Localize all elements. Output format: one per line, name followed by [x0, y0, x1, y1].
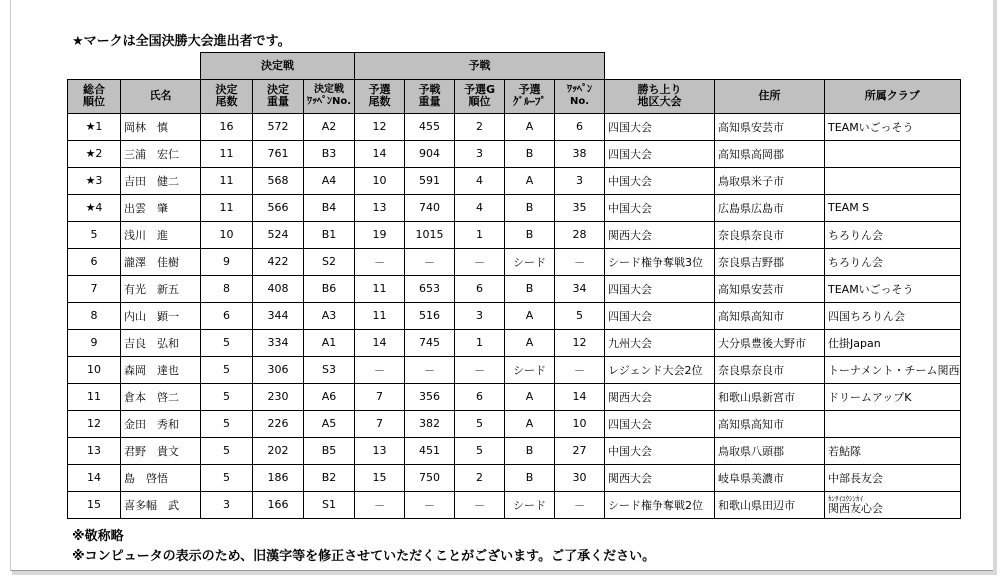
prelim-patch-cell: －: [555, 356, 605, 383]
prelim-group-rank-cell: －: [455, 248, 505, 275]
final-count-cell: 8: [201, 275, 253, 302]
region-cell: 四国大会: [605, 140, 715, 167]
table-row: [68, 464, 961, 491]
header-spacer: [68, 53, 201, 80]
final-count-cell: 16: [201, 113, 253, 140]
table-row: [68, 140, 961, 167]
prelim-group-rank-cell: －: [455, 491, 505, 518]
address-cell: 和歌山県新宮市: [715, 383, 825, 410]
prelim-weight-cell: 591: [405, 167, 455, 194]
prelim-count-cell: 7: [355, 383, 405, 410]
name-cell: 出雲 肇: [121, 194, 201, 221]
rank-cell: ★1: [68, 113, 121, 140]
prelim-group-rank-cell: －: [455, 356, 505, 383]
region-cell: シード権争奪戦2位: [605, 491, 715, 518]
prelim-group-cell: B: [505, 437, 555, 464]
prelim-patch-cell: 34: [555, 275, 605, 302]
address-cell: 高知県高知市: [715, 410, 825, 437]
table-row: [68, 383, 961, 410]
final-patch-cell: S1: [304, 491, 355, 518]
final-weight-cell: 566: [253, 194, 304, 221]
col-final-weight: 決定 重量: [253, 79, 304, 113]
prelim-count-cell: －: [355, 356, 405, 383]
region-cell: 四国大会: [605, 410, 715, 437]
club-cell: ドリームアップK: [825, 383, 961, 410]
table-row: [68, 356, 961, 383]
final-count-cell: 3: [201, 491, 253, 518]
final-patch-cell: A2: [304, 113, 355, 140]
final-count-cell: 9: [201, 248, 253, 275]
final-count-cell: 11: [201, 140, 253, 167]
address-cell: 高知県高岡郡: [715, 140, 825, 167]
col-prelim-group-rank: 予選G 順位: [455, 79, 505, 113]
prelim-patch-cell: 6: [555, 113, 605, 140]
prelim-group-rank-cell: 4: [455, 167, 505, 194]
name-cell: 三浦 宏仁: [121, 140, 201, 167]
final-count-cell: 11: [201, 167, 253, 194]
prelim-group-cell: A: [505, 383, 555, 410]
region-cell: 四国大会: [605, 302, 715, 329]
col-final-count: 決定 尾数: [201, 79, 253, 113]
club-cell: 仕掛Japan: [825, 329, 961, 356]
final-weight-cell: 166: [253, 491, 304, 518]
col-region: 勝ち上り 地区大会: [605, 79, 715, 113]
prelim-patch-cell: 38: [555, 140, 605, 167]
prelim-group-rank-cell: 2: [455, 113, 505, 140]
table-row: [68, 410, 961, 437]
prelim-group-rank-cell: 3: [455, 302, 505, 329]
club-cell: トーナメント・チーム関西: [825, 356, 961, 383]
rank-cell: 13: [68, 437, 121, 464]
final-count-cell: 5: [201, 329, 253, 356]
prelim-patch-cell: 3: [555, 167, 605, 194]
prelim-patch-cell: －: [555, 491, 605, 518]
final-weight-cell: 226: [253, 410, 304, 437]
final-weight-cell: 761: [253, 140, 304, 167]
prelim-weight-cell: －: [405, 491, 455, 518]
region-cell: 中国大会: [605, 437, 715, 464]
final-patch-cell: A4: [304, 167, 355, 194]
final-weight-cell: 422: [253, 248, 304, 275]
prelim-group-cell: B: [505, 464, 555, 491]
prelim-group-cell: B: [505, 194, 555, 221]
prelim-count-cell: 11: [355, 302, 405, 329]
final-patch-cell: A5: [304, 410, 355, 437]
prelim-count-cell: 13: [355, 437, 405, 464]
table-row: [68, 221, 961, 248]
col-club: 所属クラブ: [825, 79, 961, 113]
name-cell: 島 啓悟: [121, 464, 201, 491]
final-weight-cell: 230: [253, 383, 304, 410]
prelim-count-cell: －: [355, 491, 405, 518]
final-weight-cell: 568: [253, 167, 304, 194]
final-patch-cell: B4: [304, 194, 355, 221]
address-cell: 高知県安芸市: [715, 275, 825, 302]
final-weight-cell: 408: [253, 275, 304, 302]
club-cell: [825, 140, 961, 167]
rank-cell: 15: [68, 491, 121, 518]
address-cell: 大分県豊後大野市: [715, 329, 825, 356]
prelim-patch-cell: 14: [555, 383, 605, 410]
region-cell: 関西大会: [605, 221, 715, 248]
club-cell: [825, 167, 961, 194]
club-cell: 若鮎隊: [825, 437, 961, 464]
final-count-cell: 6: [201, 302, 253, 329]
final-count-cell: 5: [201, 410, 253, 437]
page-shadow-right: [993, 0, 997, 572]
address-cell: 高知県安芸市: [715, 113, 825, 140]
table-row: [68, 194, 961, 221]
final-count-cell: 10: [201, 221, 253, 248]
final-weight-cell: 572: [253, 113, 304, 140]
club-cell: 中部長友会: [825, 464, 961, 491]
prelim-weight-cell: 356: [405, 383, 455, 410]
prelim-group-rank-cell: 3: [455, 140, 505, 167]
prelim-group-cell: A: [505, 302, 555, 329]
prelim-count-cell: －: [355, 248, 405, 275]
prelim-count-cell: 14: [355, 140, 405, 167]
prelim-group-cell: シード: [505, 491, 555, 518]
prelim-group-rank-cell: 2: [455, 464, 505, 491]
table-row: [68, 167, 961, 194]
prelim-patch-cell: 10: [555, 410, 605, 437]
final-count-cell: 5: [201, 383, 253, 410]
prelim-weight-cell: 653: [405, 275, 455, 302]
prelim-group-rank-cell: 5: [455, 437, 505, 464]
region-cell: 九州大会: [605, 329, 715, 356]
final-weight-cell: 344: [253, 302, 304, 329]
name-cell: 岡林 慎: [121, 113, 201, 140]
prelim-weight-cell: 750: [405, 464, 455, 491]
prelim-patch-cell: 28: [555, 221, 605, 248]
prelim-group-cell: B: [505, 275, 555, 302]
prelim-patch-cell: 5: [555, 302, 605, 329]
prelim-weight-cell: 516: [405, 302, 455, 329]
honorific-note: ※敬称略: [72, 529, 124, 544]
final-count-cell: 5: [201, 437, 253, 464]
results-body: [68, 113, 961, 518]
address-cell: 鳥取県八頭郡: [715, 437, 825, 464]
prelim-count-cell: 14: [355, 329, 405, 356]
rank-cell: ★2: [68, 140, 121, 167]
address-cell: 奈良県奈良市: [715, 356, 825, 383]
prelim-patch-cell: 12: [555, 329, 605, 356]
club-cell: ｶﾝｻｲﾕｳｼﾝｶｲ 関西友心会: [825, 491, 961, 518]
address-cell: 岐阜県美濃市: [715, 464, 825, 491]
prelim-group-cell: A: [505, 113, 555, 140]
prelim-weight-cell: 382: [405, 410, 455, 437]
rank-cell: 9: [68, 329, 121, 356]
final-count-cell: 5: [201, 356, 253, 383]
prelim-count-cell: 12: [355, 113, 405, 140]
prelim-group-cell: B: [505, 140, 555, 167]
final-weight-cell: 306: [253, 356, 304, 383]
name-cell: 君野 貴文: [121, 437, 201, 464]
prelim-weight-cell: 740: [405, 194, 455, 221]
results-table: [67, 52, 961, 519]
final-weight-cell: 334: [253, 329, 304, 356]
rank-cell: 8: [68, 302, 121, 329]
group-header-final: 決定戦: [201, 53, 355, 80]
prelim-count-cell: 7: [355, 410, 405, 437]
region-cell: レジェンド大会2位: [605, 356, 715, 383]
address-cell: 広島県広島市: [715, 194, 825, 221]
kanji-note: ※コンピュータの表示のため、旧漢字等を修正させていただくことがございます。ご了承ください。: [72, 549, 656, 564]
prelim-patch-cell: 30: [555, 464, 605, 491]
name-cell: 森岡 達也: [121, 356, 201, 383]
col-name: 氏名: [121, 79, 201, 113]
col-prelim-patch: ﾜｯﾍﾟﾝ No.: [555, 79, 605, 113]
rank-cell: 5: [68, 221, 121, 248]
final-count-cell: 5: [201, 464, 253, 491]
prelim-count-cell: 11: [355, 275, 405, 302]
prelim-group-cell: シード: [505, 356, 555, 383]
final-patch-cell: A6: [304, 383, 355, 410]
rank-cell: 7: [68, 275, 121, 302]
prelim-group-rank-cell: 4: [455, 194, 505, 221]
rank-cell: 6: [68, 248, 121, 275]
address-cell: 鳥取県米子市: [715, 167, 825, 194]
prelim-weight-cell: 455: [405, 113, 455, 140]
rank-cell: 12: [68, 410, 121, 437]
col-rank: 総合 順位: [68, 79, 121, 113]
address-cell: 高知県高知市: [715, 302, 825, 329]
name-cell: 吉田 健二: [121, 167, 201, 194]
address-cell: 奈良県奈良市: [715, 221, 825, 248]
club-cell: ちろりん会: [825, 221, 961, 248]
prelim-patch-cell: －: [555, 248, 605, 275]
prelim-weight-cell: －: [405, 248, 455, 275]
prelim-weight-cell: 745: [405, 329, 455, 356]
final-patch-cell: S3: [304, 356, 355, 383]
final-weight-cell: 186: [253, 464, 304, 491]
col-prelim-weight: 予戦 重量: [405, 79, 455, 113]
final-patch-cell: A1: [304, 329, 355, 356]
address-cell: 奈良県吉野郡: [715, 248, 825, 275]
club-cell: TEAMいごっそう: [825, 113, 961, 140]
group-header-prelim: 予戦: [355, 53, 605, 80]
club-cell: TEAM S: [825, 194, 961, 221]
region-cell: 中国大会: [605, 167, 715, 194]
prelim-count-cell: 13: [355, 194, 405, 221]
prelim-group-rank-cell: 1: [455, 329, 505, 356]
prelim-group-cell: B: [505, 221, 555, 248]
final-patch-cell: S2: [304, 248, 355, 275]
page-shadow-bottom: [12, 571, 997, 575]
prelim-count-cell: 19: [355, 221, 405, 248]
prelim-weight-cell: 451: [405, 437, 455, 464]
final-weight-cell: 524: [253, 221, 304, 248]
prelim-weight-cell: －: [405, 356, 455, 383]
region-cell: 中国大会: [605, 194, 715, 221]
prelim-group-cell: A: [505, 329, 555, 356]
name-cell: 倉本 啓二: [121, 383, 201, 410]
region-cell: 関西大会: [605, 383, 715, 410]
prelim-count-cell: 10: [355, 167, 405, 194]
club-cell: [825, 410, 961, 437]
name-cell: 瀧澤 佳樹: [121, 248, 201, 275]
final-count-cell: 11: [201, 194, 253, 221]
name-cell: 金田 秀和: [121, 410, 201, 437]
region-cell: シード権争奪戦3位: [605, 248, 715, 275]
prelim-patch-cell: 35: [555, 194, 605, 221]
rank-cell: 14: [68, 464, 121, 491]
table-row: [68, 248, 961, 275]
club-cell: 四国ちろりん会: [825, 302, 961, 329]
region-cell: 関西大会: [605, 464, 715, 491]
table-row: [68, 329, 961, 356]
name-cell: 有光 新五: [121, 275, 201, 302]
final-patch-cell: B6: [304, 275, 355, 302]
prelim-group-cell: A: [505, 167, 555, 194]
prelim-weight-cell: 904: [405, 140, 455, 167]
final-patch-cell: B5: [304, 437, 355, 464]
final-patch-cell: A3: [304, 302, 355, 329]
prelim-group-cell: A: [505, 410, 555, 437]
table-row: [68, 113, 961, 140]
table-row: [68, 437, 961, 464]
name-cell: 内山 顕一: [121, 302, 201, 329]
region-cell: 四国大会: [605, 275, 715, 302]
region-cell: 四国大会: [605, 113, 715, 140]
prelim-weight-cell: 1015: [405, 221, 455, 248]
prelim-group-rank-cell: 5: [455, 410, 505, 437]
table-row: [68, 302, 961, 329]
table-row: [68, 275, 961, 302]
club-cell: TEAMいごっそう: [825, 275, 961, 302]
col-address: 住所: [715, 79, 825, 113]
rank-cell: ★3: [68, 167, 121, 194]
name-cell: 浅川 進: [121, 221, 201, 248]
final-patch-cell: B3: [304, 140, 355, 167]
prelim-patch-cell: 27: [555, 437, 605, 464]
col-prelim-group: 予選 ｸﾞﾙｰﾌﾟ: [505, 79, 555, 113]
address-cell: 和歌山県田辺市: [715, 491, 825, 518]
final-patch-cell: B1: [304, 221, 355, 248]
rank-cell: 11: [68, 383, 121, 410]
prelim-count-cell: 15: [355, 464, 405, 491]
finalist-note: ★マークは全国決勝大会進出者です。: [72, 34, 291, 49]
final-patch-cell: B2: [304, 464, 355, 491]
header-spacer: [605, 53, 961, 80]
col-prelim-count: 予選 尾数: [355, 79, 405, 113]
table-row: [68, 491, 961, 518]
rank-cell: ★4: [68, 194, 121, 221]
final-weight-cell: 202: [253, 437, 304, 464]
name-cell: 喜多幅 武: [121, 491, 201, 518]
rank-cell: 10: [68, 356, 121, 383]
club-cell: ちろりん会: [825, 248, 961, 275]
prelim-group-rank-cell: 6: [455, 383, 505, 410]
prelim-group-rank-cell: 1: [455, 221, 505, 248]
col-final-patch: 決定戦 ﾜｯﾍﾟﾝNo.: [304, 79, 355, 113]
prelim-group-rank-cell: 6: [455, 275, 505, 302]
prelim-group-cell: シード: [505, 248, 555, 275]
name-cell: 吉良 弘和: [121, 329, 201, 356]
